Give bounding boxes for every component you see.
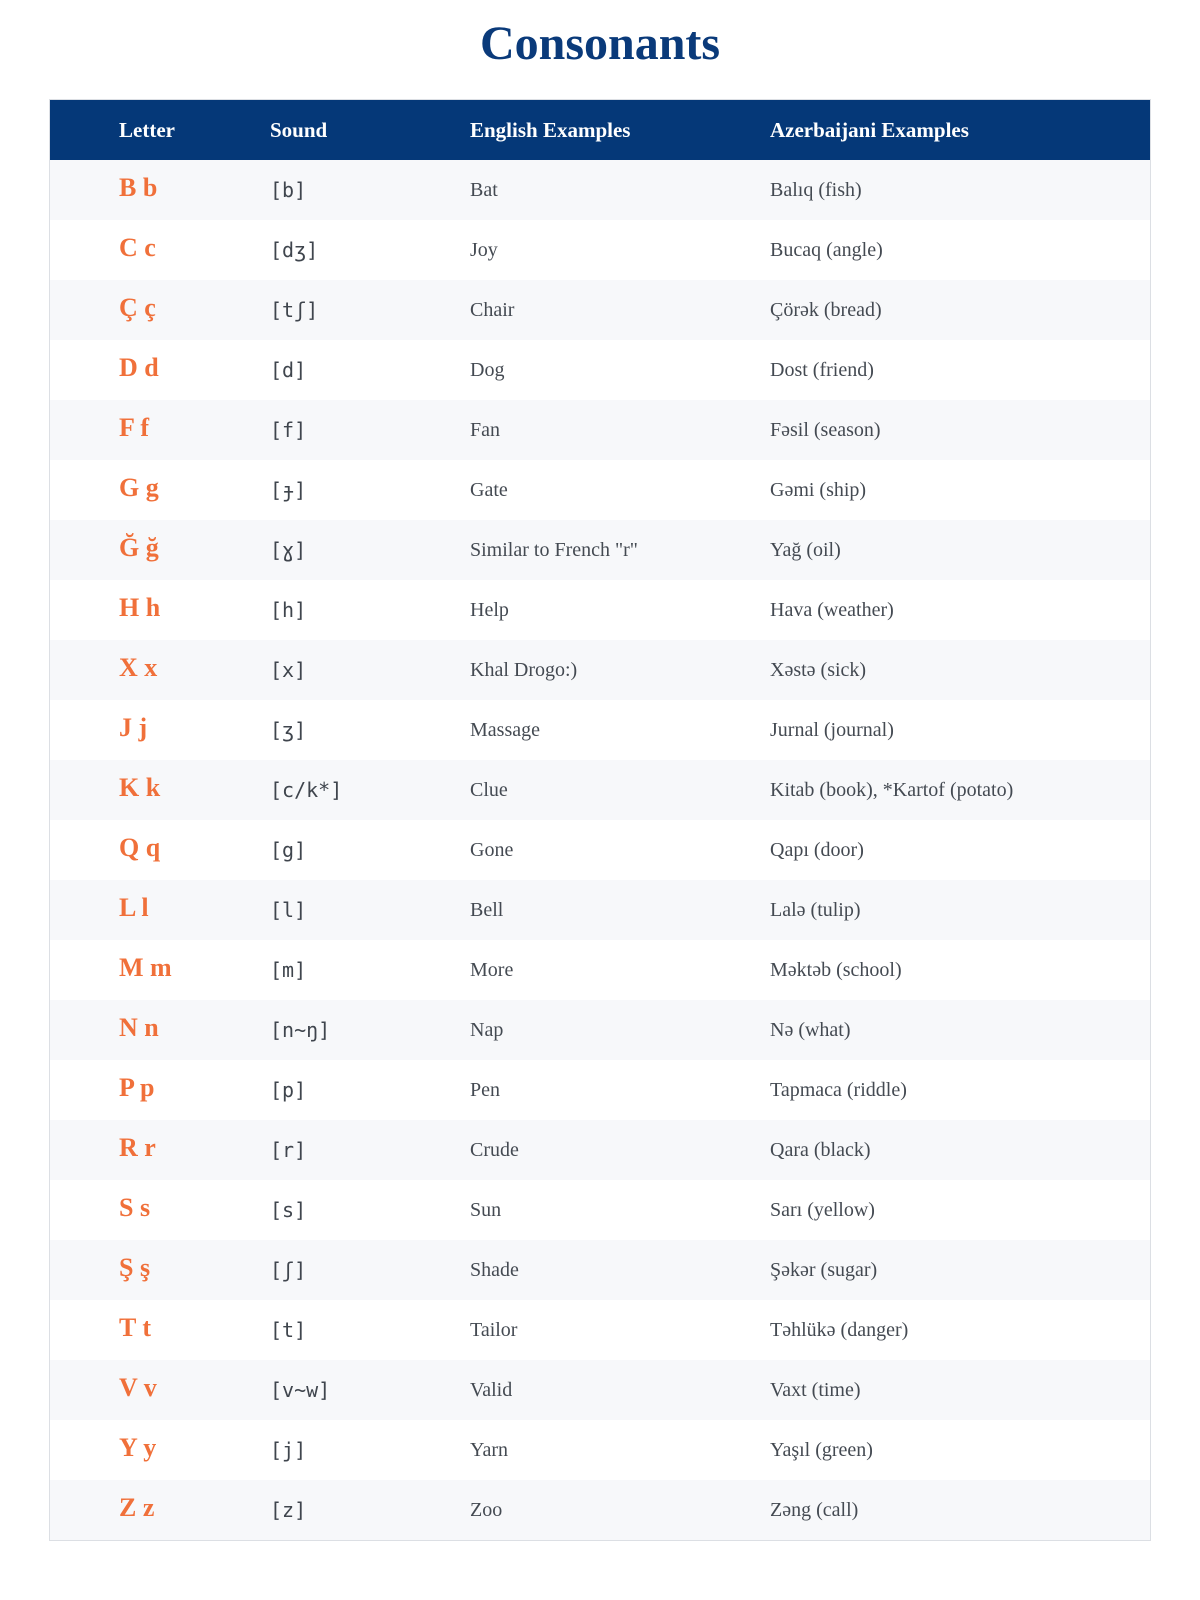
letter-cell	[50, 1480, 270, 1540]
sound-text: [m]	[270, 958, 307, 982]
english-example-cell	[470, 1000, 770, 1060]
azerbaijani-example-cell	[770, 460, 1150, 520]
english-example-text: Sun	[470, 1198, 502, 1221]
table-row	[50, 1300, 1150, 1360]
english-example-text: Bell	[470, 898, 504, 921]
english-example-cell	[470, 1180, 770, 1240]
azerbaijani-example-cell	[770, 160, 1150, 220]
azerbaijani-example-cell	[770, 1180, 1150, 1240]
english-example-cell	[470, 520, 770, 580]
azerbaijani-example-text: Sarı (yellow)	[770, 1198, 875, 1221]
table-row	[50, 880, 1150, 940]
azerbaijani-example-cell	[770, 580, 1150, 640]
english-example-text: Dog	[470, 358, 505, 381]
sound-cell	[270, 700, 470, 760]
table-row	[50, 1480, 1150, 1540]
table-row	[50, 1000, 1150, 1060]
table-row	[50, 160, 1150, 220]
letter-text: M m	[119, 953, 172, 982]
english-example-text: Yarn	[470, 1438, 508, 1461]
table-row	[50, 820, 1150, 880]
azerbaijani-example-cell	[770, 1480, 1150, 1540]
english-example-cell	[470, 160, 770, 220]
table-row	[50, 1120, 1150, 1180]
sound-text: [ʒ]	[270, 718, 307, 742]
english-example-cell	[470, 580, 770, 640]
table-row	[50, 940, 1150, 1000]
azerbaijani-example-cell	[770, 280, 1150, 340]
sound-text: [ɟ]	[270, 478, 307, 502]
letter-text: Z z	[119, 1493, 155, 1522]
table-row	[50, 1360, 1150, 1420]
azerbaijani-example-text: Bucaq (angle)	[770, 238, 883, 261]
letter-text: Ç ç	[119, 293, 156, 322]
azerbaijani-example-cell	[770, 1360, 1150, 1420]
letter-text: P p	[119, 1073, 155, 1102]
letter-text: C c	[119, 233, 156, 262]
azerbaijani-example-text: Qapı (door)	[770, 838, 864, 861]
sound-cell	[270, 160, 470, 220]
letter-text: L l	[119, 893, 149, 922]
azerbaijani-example-cell	[770, 820, 1150, 880]
header-row	[50, 100, 1150, 160]
sound-cell	[270, 760, 470, 820]
azerbaijani-example-text: Fəsil (season)	[770, 418, 881, 441]
sound-cell	[270, 1480, 470, 1540]
letter-text: J j	[119, 713, 148, 742]
azerbaijani-example-cell	[770, 1120, 1150, 1180]
letter-cell	[50, 460, 270, 520]
sound-text: [g]	[270, 838, 307, 862]
letter-cell	[50, 1360, 270, 1420]
letter-cell	[50, 520, 270, 580]
table-row	[50, 520, 1150, 580]
letter-cell	[50, 580, 270, 640]
sound-cell	[270, 520, 470, 580]
table-row	[50, 700, 1150, 760]
sound-text: [c/k*]	[270, 778, 343, 802]
sound-cell	[270, 940, 470, 1000]
sound-cell	[270, 1120, 470, 1180]
letter-cell	[50, 280, 270, 340]
english-example-text: Joy	[470, 238, 498, 261]
letter-cell	[50, 160, 270, 220]
azerbaijani-example-text: Yaşıl (green)	[770, 1438, 873, 1461]
azerbaijani-example-text: Gəmi (ship)	[770, 478, 867, 501]
sound-text: [ɣ]	[270, 538, 307, 562]
english-example-cell	[470, 820, 770, 880]
azerbaijani-example-cell	[770, 1420, 1150, 1480]
letter-cell	[50, 640, 270, 700]
letter-text: H h	[119, 593, 161, 622]
english-example-cell	[470, 220, 770, 280]
header-english-examples: English Examples	[470, 117, 631, 142]
header-letter: Letter	[119, 117, 175, 142]
sound-cell	[270, 880, 470, 940]
english-example-text: Khal Drogo:)	[470, 658, 578, 681]
azerbaijani-example-cell	[770, 1060, 1150, 1120]
azerbaijani-example-text: Xəstə (sick)	[770, 658, 867, 681]
english-example-text: Gate	[470, 478, 508, 501]
azerbaijani-example-text: Balıq (fish)	[770, 178, 862, 201]
letter-text: N n	[119, 1013, 159, 1042]
azerbaijani-example-text: Təhlükə (danger)	[770, 1318, 909, 1341]
azerbaijani-example-cell	[770, 760, 1150, 820]
letter-cell	[50, 1180, 270, 1240]
letter-cell	[50, 340, 270, 400]
sound-text: [tʃ]	[270, 298, 319, 322]
page-title: Consonants	[479, 17, 721, 70]
azerbaijani-example-text: Jurnal (journal)	[770, 718, 894, 741]
sound-cell	[270, 340, 470, 400]
letter-cell	[50, 400, 270, 460]
azerbaijani-example-cell	[770, 880, 1150, 940]
table-row	[50, 460, 1150, 520]
azerbaijani-example-cell	[770, 640, 1150, 700]
letter-text: F f	[119, 413, 150, 442]
azerbaijani-example-cell	[770, 940, 1150, 1000]
sound-text: [h]	[270, 598, 307, 622]
letter-cell	[50, 1420, 270, 1480]
sound-cell	[270, 1360, 470, 1420]
azerbaijani-example-text: Lalə (tulip)	[770, 898, 861, 921]
sound-text: [p]	[270, 1078, 307, 1102]
sound-cell	[270, 1000, 470, 1060]
sound-cell	[270, 820, 470, 880]
english-example-text: Chair	[470, 298, 515, 321]
header-sound: Sound	[270, 117, 328, 142]
english-example-text: Shade	[470, 1258, 519, 1281]
azerbaijani-example-text: Nə (what)	[770, 1018, 851, 1041]
azerbaijani-example-cell	[770, 1300, 1150, 1360]
sound-cell	[270, 280, 470, 340]
sound-text: [r]	[270, 1138, 307, 1162]
english-example-cell	[470, 280, 770, 340]
consonants-table	[50, 100, 1150, 1540]
table-row	[50, 1240, 1150, 1300]
azerbaijani-example-text: Şəkər (sugar)	[770, 1258, 878, 1281]
sound-text: [d]	[270, 358, 307, 382]
letter-cell	[50, 700, 270, 760]
english-example-text: Valid	[470, 1378, 513, 1401]
azerbaijani-example-cell	[770, 220, 1150, 280]
azerbaijani-example-text: Qara (black)	[770, 1138, 871, 1161]
english-example-cell	[470, 400, 770, 460]
sound-text: [v~w]	[270, 1378, 331, 1402]
letter-cell	[50, 760, 270, 820]
table-body	[50, 160, 1150, 1540]
sound-text: [b]	[270, 178, 307, 202]
english-example-cell	[470, 880, 770, 940]
sound-cell	[270, 1240, 470, 1300]
sound-text: [z]	[270, 1498, 307, 1522]
english-example-text: Pen	[470, 1078, 500, 1101]
english-example-cell	[470, 1360, 770, 1420]
letter-cell	[50, 1120, 270, 1180]
letter-cell	[50, 1240, 270, 1300]
header-azerbaijani-examples: Azerbaijani Examples	[770, 117, 969, 142]
table-row	[50, 760, 1150, 820]
sound-text: [dʒ]	[270, 238, 319, 262]
english-example-text: Tailor	[470, 1318, 518, 1341]
english-example-text: Help	[470, 598, 509, 621]
table-row	[50, 1060, 1150, 1120]
azerbaijani-example-text: Çörək (bread)	[770, 298, 882, 321]
sound-text: [t]	[270, 1318, 307, 1342]
english-example-text: Similar to French "r"	[470, 538, 638, 561]
azerbaijani-example-cell	[770, 1000, 1150, 1060]
letter-text: G g	[119, 473, 159, 502]
english-example-cell	[470, 1060, 770, 1120]
english-example-text: Zoo	[470, 1498, 503, 1521]
english-example-text: Clue	[470, 778, 508, 801]
sound-text: [l]	[270, 898, 307, 922]
azerbaijani-example-cell	[770, 520, 1150, 580]
azerbaijani-example-cell	[770, 700, 1150, 760]
letter-text: T t	[119, 1313, 152, 1342]
letter-cell	[50, 940, 270, 1000]
letter-cell	[50, 1000, 270, 1060]
sound-text: [x]	[270, 658, 307, 682]
sound-cell	[270, 220, 470, 280]
letter-text: Q q	[119, 833, 161, 862]
english-example-cell	[470, 1420, 770, 1480]
sound-cell	[270, 400, 470, 460]
english-example-text: Gone	[470, 838, 514, 861]
sound-text: [f]	[270, 418, 307, 442]
table-row	[50, 1420, 1150, 1480]
sound-text: [j]	[270, 1438, 307, 1462]
letter-text: Y y	[119, 1433, 157, 1462]
english-example-cell	[470, 760, 770, 820]
english-example-cell	[470, 340, 770, 400]
letter-cell	[50, 1060, 270, 1120]
azerbaijani-example-text: Məktəb (school)	[770, 958, 902, 981]
letter-cell	[50, 220, 270, 280]
table-row	[50, 1180, 1150, 1240]
letter-text: S s	[119, 1193, 151, 1222]
azerbaijani-example-text: Hava (weather)	[770, 598, 894, 621]
english-example-cell	[470, 1240, 770, 1300]
azerbaijani-example-cell	[770, 340, 1150, 400]
english-example-cell	[470, 940, 770, 1000]
sound-cell	[270, 1300, 470, 1360]
sound-text: [ʃ]	[270, 1258, 307, 1282]
english-example-cell	[470, 640, 770, 700]
azerbaijani-example-cell	[770, 1240, 1150, 1300]
azerbaijani-example-text: Yağ (oil)	[770, 538, 841, 561]
letter-text: Ş ş	[119, 1253, 151, 1282]
table-row	[50, 220, 1150, 280]
english-example-cell	[470, 700, 770, 760]
table-header	[50, 100, 1150, 160]
english-example-text: Nap	[470, 1018, 504, 1041]
azerbaijani-example-text: Zəng (call)	[770, 1498, 859, 1521]
azerbaijani-example-text: Vaxt (time)	[770, 1378, 861, 1401]
letter-text: D d	[119, 353, 159, 382]
sound-text: [s]	[270, 1198, 307, 1222]
table-row	[50, 280, 1150, 340]
english-example-cell	[470, 1480, 770, 1540]
consonants-table-container	[49, 99, 1151, 1541]
letter-cell	[50, 1300, 270, 1360]
letter-text: B b	[119, 173, 158, 202]
sound-text: [n~ŋ]	[270, 1018, 331, 1042]
letter-text: Ğ ğ	[119, 533, 159, 562]
english-example-cell	[470, 1300, 770, 1360]
azerbaijani-example-text: Tapmaca (riddle)	[770, 1078, 907, 1101]
azerbaijani-example-text: Dost (friend)	[770, 358, 874, 381]
english-example-text: Bat	[470, 178, 498, 201]
english-example-text: More	[470, 958, 514, 981]
letter-cell	[50, 820, 270, 880]
letter-text: V v	[119, 1373, 157, 1402]
azerbaijani-example-text: Kitab (book), *Kartof (potato)	[770, 778, 1014, 801]
table-row	[50, 340, 1150, 400]
sound-cell	[270, 1420, 470, 1480]
table-row	[50, 640, 1150, 700]
sound-cell	[270, 1060, 470, 1120]
letter-text: R r	[119, 1133, 156, 1162]
english-example-text: Crude	[470, 1138, 519, 1161]
sound-cell	[270, 460, 470, 520]
english-example-cell	[470, 460, 770, 520]
table-row	[50, 580, 1150, 640]
letter-text: K k	[119, 773, 161, 802]
letter-text: X x	[119, 653, 158, 682]
english-example-text: Fan	[470, 418, 500, 441]
table-row	[50, 400, 1150, 460]
sound-cell	[270, 1180, 470, 1240]
letter-cell	[50, 880, 270, 940]
english-example-cell	[470, 1120, 770, 1180]
azerbaijani-example-cell	[770, 400, 1150, 460]
sound-cell	[270, 640, 470, 700]
sound-cell	[270, 580, 470, 640]
english-example-text: Massage	[470, 718, 540, 741]
